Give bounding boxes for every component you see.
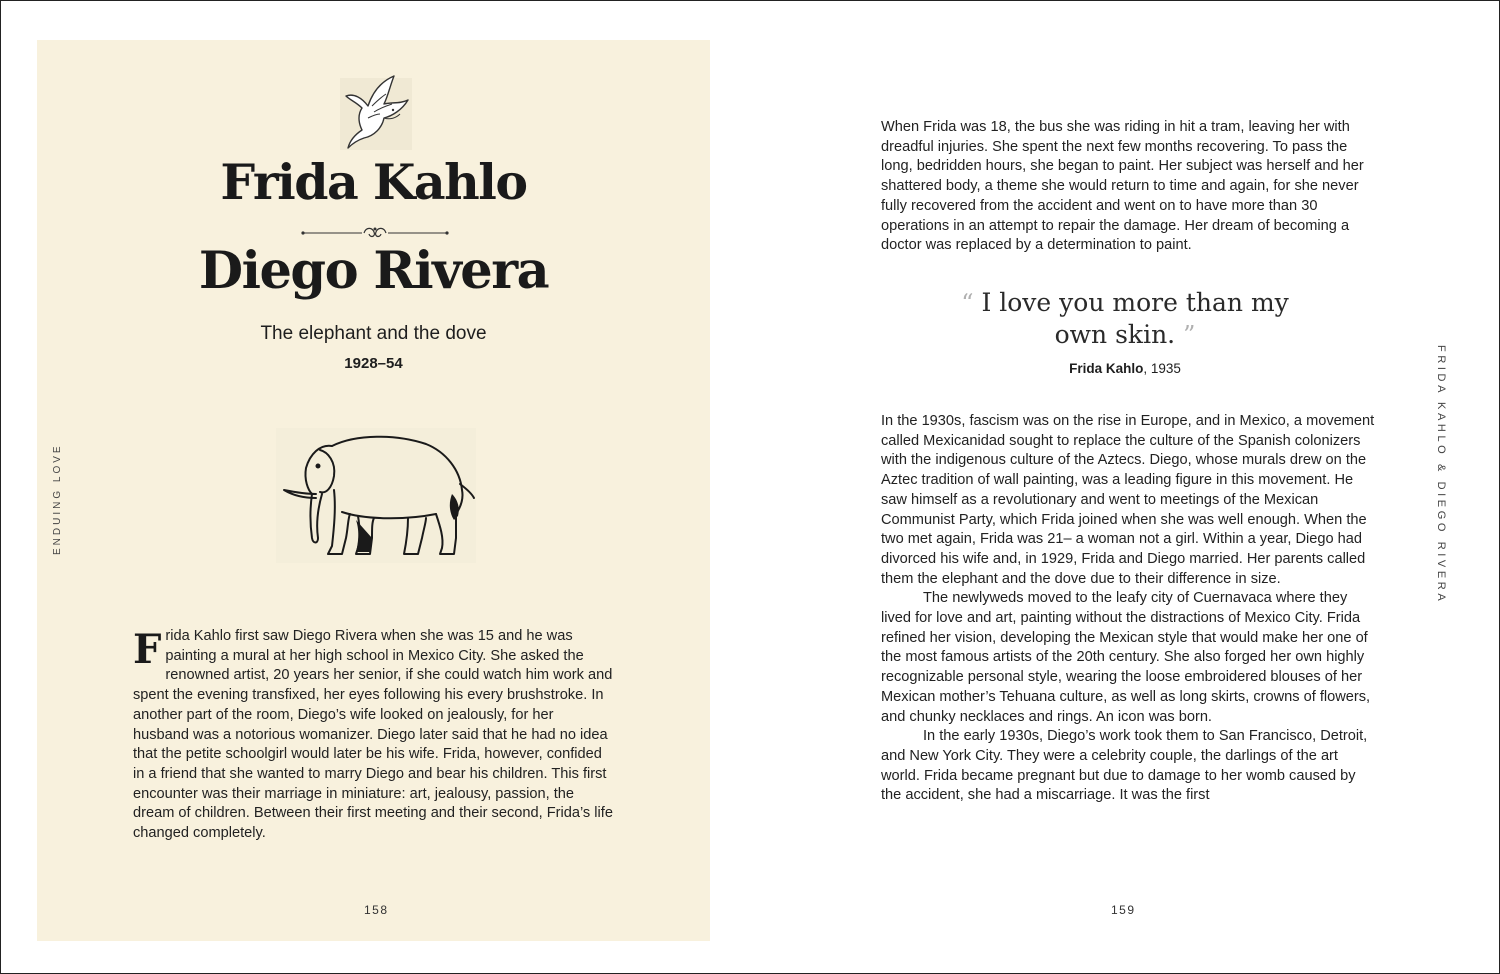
attribution-year: , 1935 bbox=[1143, 361, 1181, 376]
right-paragraph-4: In the early 1930s, Diego’s work took them to San Francisco, Detroit, and New York City. They were a celebrity couple, the darlings of the art world. Frida became pregnant but due to damage to her womb caused by the accident, she had a miscarriage. It was the first bbox=[881, 728, 1368, 804]
left-body-text bbox=[133, 627, 613, 844]
running-head-right: FRIDA KAHLO & DIEGO RIVERA bbox=[1435, 345, 1447, 605]
drop-cap: F bbox=[133, 626, 162, 673]
right-paragraph-1: When Frida was 18, the bus she was riding in hit a tram, leaving her with dreadful injuries. She spent the next few months recovering. To pass the long, bedridden hours, she began to paint. Her subject was herself and her shattered body, a theme she would return to time and again, for she never fully recovered from the accident and went on to have more than 30 operations in an attempt to repair the damage. Her dream of becoming a doctor was replaced by a determination to paint. bbox=[881, 119, 1364, 254]
elephant-illustration-icon bbox=[276, 428, 476, 563]
title-line-2: Diego Rivera bbox=[198, 241, 549, 301]
right-body-text bbox=[881, 412, 1376, 806]
right-paragraph-3: The newlyweds moved to the leafy city of Cuernavaca where they lived for love and art, painting without the distractions of Mexico City. Frida refined her vision, developing the Mexican style that would make her one of the most famous artists of the 20th century. She also forged her own highly recognizable personal style, wearing the loose embroidered blouses of her Mexican mother’s Tehuana culture, as well as long skirts, crowns of flowers, and chunky necklaces and rings. An icon was born. bbox=[881, 590, 1371, 725]
title-line-1: Frida Kahlo bbox=[220, 153, 527, 211]
right-paragraph-2: In the 1930s, fascism was on the rise in Europe, and in Mexico, a movement called Mexicanidad sought to replace the culture of the Spanish colonizers with the indigenous culture of the Aztecs. Diego, whose murals drew on the Aztec tradition of wall painting, was a leading figure in this movement. He saw himself as a revolutionary and went to meetings of the Mexican Communist Party, which Frida joined when she was well enough. When the two met again, Frida was 21– a woman not a girl. Within a year, Diego had divorced his wife and, in 1929, Frida and Diego married. Her parents called them the elephant and the dove due to their difference in size. bbox=[881, 413, 1375, 587]
attribution-name: Frida Kahlo bbox=[1069, 361, 1144, 376]
subtitle: The elephant and the dove bbox=[260, 323, 487, 344]
running-head-left: ENDUING LOVE bbox=[52, 443, 63, 555]
dove-illustration-icon bbox=[338, 72, 413, 152]
page-number-left: 158 bbox=[364, 903, 389, 917]
left-body-paragraph: rida Kahlo first saw Diego Rivera when she was 15 and he was painting a mural at her high school in Mexico City. She asked the renowned artist, 20 years her senior, if she could watch him work and spent the evening transfixed, her eyes following his every brushstroke. In another part of the room, Diego’s wife looked on jealously, for her husband was a notorious womanizer. Diego later said that he had no idea that the petite schoolgirl would later be his wife. Frida, however, confided in a friend that she wanted to marry Diego and bear his children. This first encounter was their marriage in miniature: art, jealousy, passion, the dream of children. Between their first meeting and their second, Frida’s life changed completely. bbox=[133, 628, 613, 842]
quote-attribution bbox=[990, 361, 1260, 376]
quote-open-mark: “ bbox=[961, 289, 974, 317]
quote-text: I love you more than my own skin. bbox=[981, 288, 1289, 349]
quote-close-mark: ” bbox=[1183, 321, 1196, 349]
ornament-divider-icon bbox=[300, 224, 450, 240]
dates: 1928–54 bbox=[344, 355, 403, 372]
pull-quote bbox=[960, 287, 1290, 351]
page-number-right: 159 bbox=[1111, 903, 1136, 917]
